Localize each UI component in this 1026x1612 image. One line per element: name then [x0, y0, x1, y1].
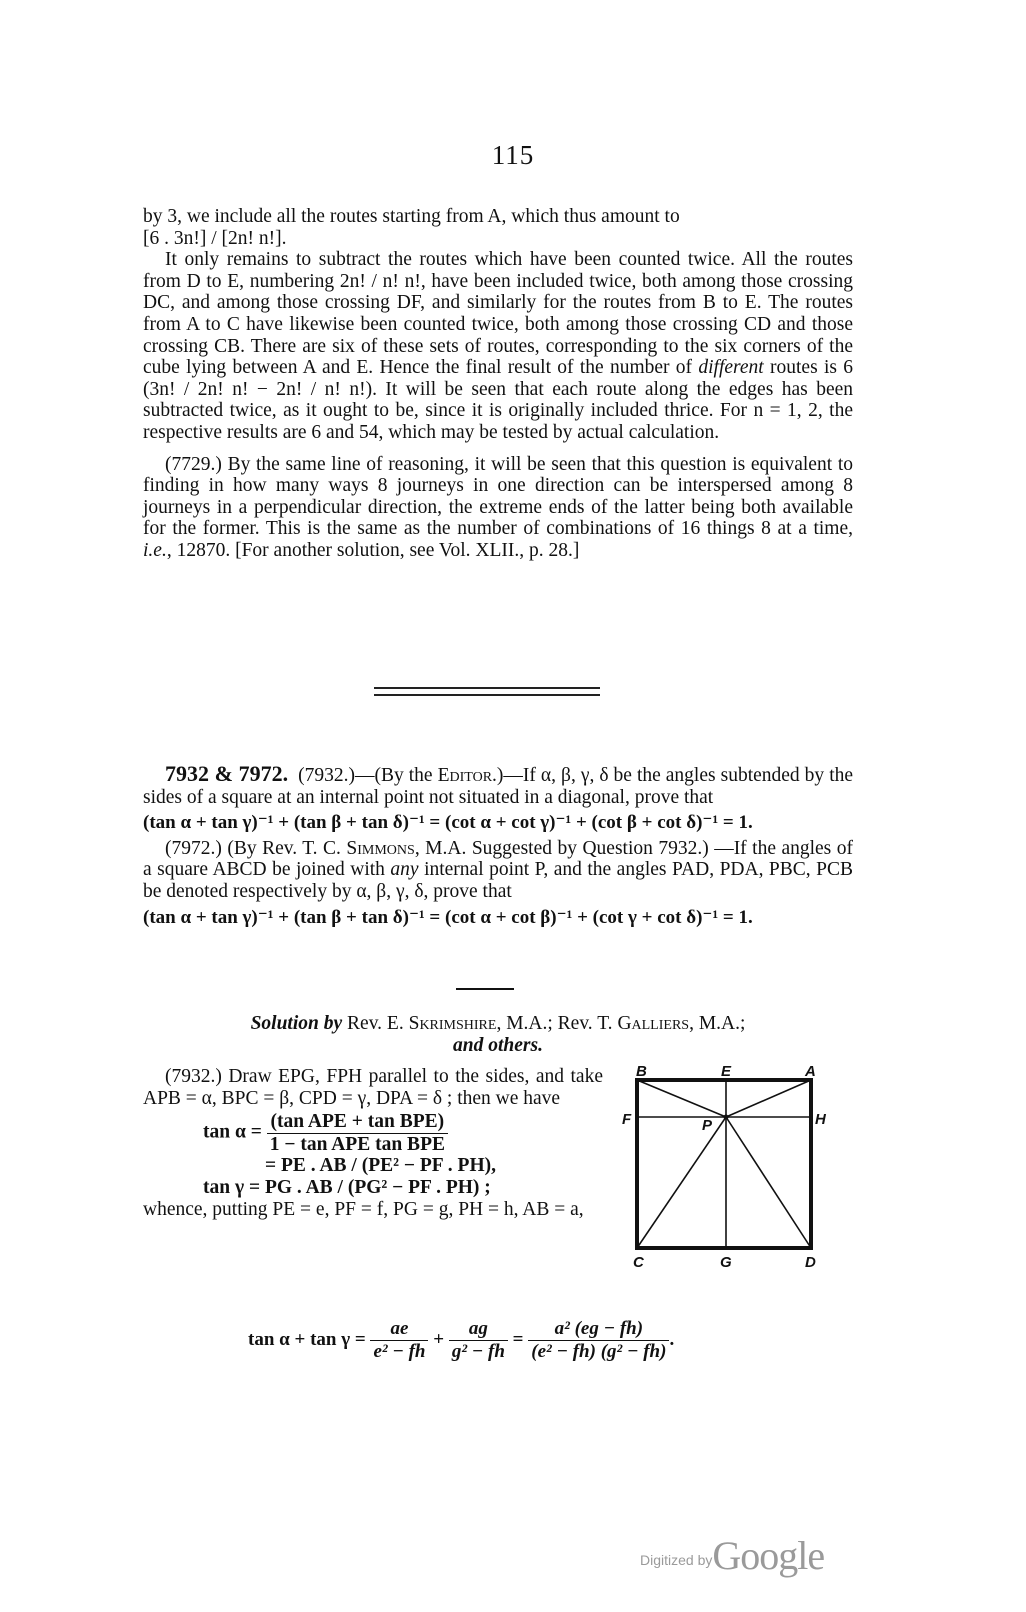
text: , 12870. [For another solution, see Vol. XLII., p. 28.] — [166, 539, 580, 561]
text: , M.A. Suggested by Question 7932.) —If the angles of a square ABCD be joined with — [143, 837, 853, 881]
author-name: Simmons — [346, 837, 415, 859]
line-pb — [637, 1080, 726, 1117]
line-pd — [726, 1117, 811, 1248]
fraction — [370, 1318, 428, 1363]
problem-section — [143, 763, 853, 928]
emphasis: different — [698, 357, 764, 379]
watermark-text: Digitized by — [640, 1552, 713, 1568]
question-number: 7932 & 7972. — [165, 761, 289, 786]
fraction — [267, 1111, 448, 1155]
and-others: and others. — [453, 1034, 543, 1056]
text: internal point P, and the angles PAD, PDA, PBC, PCB be denoted respectively by α, β, γ, δ, prove that — [143, 859, 854, 902]
label-d: D — [805, 1254, 816, 1271]
denominator: g² − fh — [451, 1341, 505, 1362]
text-line: [6 . 3n!] / [2n! n!]. — [143, 227, 287, 249]
label-c: C — [633, 1254, 644, 1271]
text-line: by 3, we include all the routes starting from A, which thus amount to — [143, 206, 680, 227]
paragraph: whence, putting PE = e, PF = f, PG = g, PH = h, AB = a, — [143, 1198, 584, 1220]
solution-body — [143, 1066, 603, 1220]
operator: . — [669, 1328, 675, 1350]
paragraph — [143, 838, 853, 903]
paragraph — [143, 206, 853, 249]
author-name: Editor — [437, 765, 493, 786]
numerator: (tan APE + tan BPE) — [267, 1111, 448, 1134]
label: Solution by — [250, 1013, 343, 1034]
text: , M.A.; Rev. T. — [496, 1013, 613, 1034]
square-abcd — [637, 1080, 811, 1248]
operator: + — [433, 1328, 445, 1350]
square-diagram — [622, 1062, 828, 1272]
equation: (tan α + tan γ)⁻¹ + (tan β + tan δ)⁻¹ = (cot α + cot β)⁻¹ + (cot γ + cot δ)⁻¹ = 1. — [143, 906, 753, 928]
equation — [203, 1111, 603, 1155]
text: Rev. E. — [347, 1013, 404, 1034]
label-b: B — [636, 1063, 647, 1080]
operator: = — [512, 1328, 524, 1350]
continuation-section — [143, 206, 853, 562]
equation: (tan α + tan γ)⁻¹ + (tan β + tan δ)⁻¹ = (cot α + cot γ)⁻¹ + (cot β + cot δ)⁻¹ = 1. — [143, 812, 753, 834]
section-divider — [374, 687, 600, 696]
equation — [248, 1318, 674, 1363]
label-h: H — [815, 1111, 826, 1128]
text: .)—If α, β, γ, δ be the angles subtended by the sides of a square at an internal point not situated in a diagonal, prove that — [143, 765, 854, 808]
paragraph — [143, 249, 853, 443]
text: (7932.)—(By the — [298, 765, 433, 786]
divider — [456, 988, 514, 990]
label-f: F — [622, 1111, 632, 1128]
solution-authors — [143, 1013, 853, 1035]
emphasis: i.e. — [143, 539, 167, 561]
label-p: P — [702, 1117, 713, 1134]
numerator: ag — [449, 1318, 508, 1341]
page-number: 115 — [491, 140, 535, 170]
label-a: A — [805, 1063, 816, 1080]
denominator: (e² − fh) (g² − fh) — [531, 1341, 667, 1362]
numerator: ae — [370, 1318, 428, 1341]
text: routes is 6 (3n! / 2n! n! − 2n! / n! n!). It will be seen that each route along the edges has been subtracted twice, as it ought to be, since it is originally included thrice. For n = 1, 2, the respective results are 6 and 54, which may be tested by actual calculation. — [143, 357, 854, 443]
fraction — [528, 1318, 669, 1363]
author-name: Skrimshire — [408, 1013, 497, 1034]
author-name: Galliers — [617, 1013, 690, 1034]
paragraph — [143, 454, 853, 562]
paragraph: (7932.) Draw EPG, FPH parallel to the sides, and take APB = α, BPC = β, CPD = γ, DPA = δ ; then we have — [143, 1066, 603, 1109]
paragraph — [143, 763, 853, 808]
fraction — [449, 1318, 508, 1363]
google-logo: Google — [712, 1533, 825, 1578]
equation: = PE . AB / (PE² − PF . PH), — [265, 1155, 497, 1177]
label-g: G — [720, 1254, 732, 1271]
solution-header — [143, 1013, 853, 1056]
denominator: 1 − tan APE tan BPE — [269, 1133, 445, 1155]
line-pc — [637, 1117, 726, 1248]
text: , M.A.; — [689, 1013, 746, 1034]
text: (7972.) (By Rev. T. C. — [165, 837, 341, 859]
equation: tan γ = PG . AB / (PG² − PF . PH) ; — [203, 1176, 491, 1198]
emphasis: any — [390, 859, 419, 881]
text: (7729.) By the same line of reasoning, it will be seen that this question is equivalent to finding in how many ways 8 journeys in one direction can be interspersed among 8 journeys in a perpendicular direction, the extreme ends of the latter being both available for the former. This is the same as the number of combinations of 16 things 8 at a time, — [143, 453, 853, 540]
eq-lhs: tan α + tan γ = — [248, 1328, 366, 1350]
point-p — [724, 1115, 729, 1120]
denominator: e² − fh — [373, 1341, 426, 1362]
text: It only remains to subtract the routes which have been counted twice. All the routes from D to E, numbering 2n! / n! n!, have been included twice, both among those crossing DC, and among those crossing DF, and similarly for the routes from B to E. The routes from A to C have likewise been counted twice, both among those crossing CD and those crossing CB. There are six of these sets of routes, corresponding to the six corners of the cube lying between A and E. Hence the final result of the number of — [143, 249, 853, 379]
label-e: E — [721, 1063, 732, 1080]
eq-lhs: tan α = — [203, 1121, 262, 1143]
numerator: a² (eg − fh) — [528, 1318, 669, 1341]
line-pa — [726, 1080, 811, 1117]
digitized-watermark — [640, 1532, 824, 1579]
